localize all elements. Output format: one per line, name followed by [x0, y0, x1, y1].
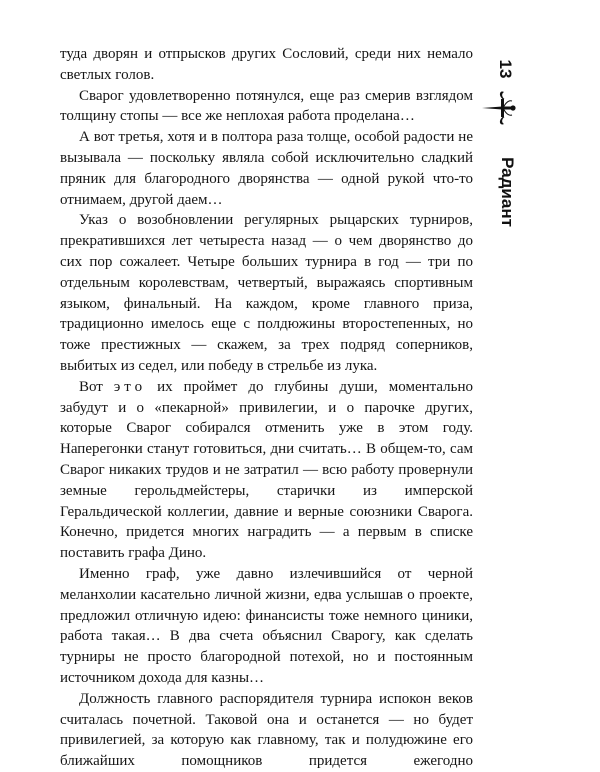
- page-number: 13: [496, 59, 515, 79]
- paragraph-5-lead: Вот: [79, 378, 103, 395]
- paragraph-5-rest: их проймет до глубины души, моментально забудут и о «пекарной» привилегии, и о парочке других, которые Сварог собирался отменить уже в этом году. Наперегонки станут готовиться, дни считать… В общем-то, сам Сварог никаких трудов и не затратил — всю работу провернули земные герольдмейстеры, старички из имперской Геральдической коллегии, давние и верные союзники Сварога. Конечно, придется многих наградить — а первым в списке поставить графа Дино.: [60, 378, 474, 562]
- paragraph-5: [60, 377, 473, 564]
- paragraph-3: А вот третья, хотя и в полтора раза толще, особой радости не вызывала — поскольку являла собой исключительно сладкий пряник для благородного дворянства — одной рукой что-то отнимаем, другой даем…: [60, 129, 473, 208]
- body-text: [60, 44, 473, 772]
- paragraph-1: туда дворян и отпрысков других Сословий, среди них немало светлых голов.: [60, 46, 473, 83]
- paragraph-4: Указ о возобновлении регулярных рыцарских турниров, прекратившихся лет четыреста назад — о чем дворянство до сих пор сожалеет. Четыре больших турнира в год — три по отдельным королевствам, четвертый, выражаясь спортивным языком, финальный. На каждом, кроме главного приза, традиционно имелось еще с полдюжины второстепенных, но тоже престижных — скажем, за трех подряд соперников, выбитых из седел, или победу в стрельбе из лука.: [60, 212, 473, 374]
- paragraph-2: Сварог удовлетворенно потянулся, еще раз смерив взглядом толщину стопы — все же неплохая работа проделана…: [60, 87, 473, 125]
- paragraph-5-spaced-word: это: [113, 378, 147, 395]
- paragraph-6: Именно граф, уже давно излечившийся от черной меланхолии касательно личной жизни, едва услышав о проекте, предложил отличную идею: финансисты тоже немного циники, работа такая… В два счета объяснил Сварогу, как сделать турниры не просто благородной потехой, но и постоянным источником дохода для казны…: [60, 565, 473, 686]
- sword-ornament-icon: [480, 82, 516, 134]
- running-title: Радиант: [498, 157, 517, 227]
- paragraph-7: Должность главного распорядителя турнира испокон веков считалась почетной. Таковой она и останется — но будет привилегией, за которую как главному, так и полудюжине его ближайших помощников придется ежегодно: [60, 690, 473, 770]
